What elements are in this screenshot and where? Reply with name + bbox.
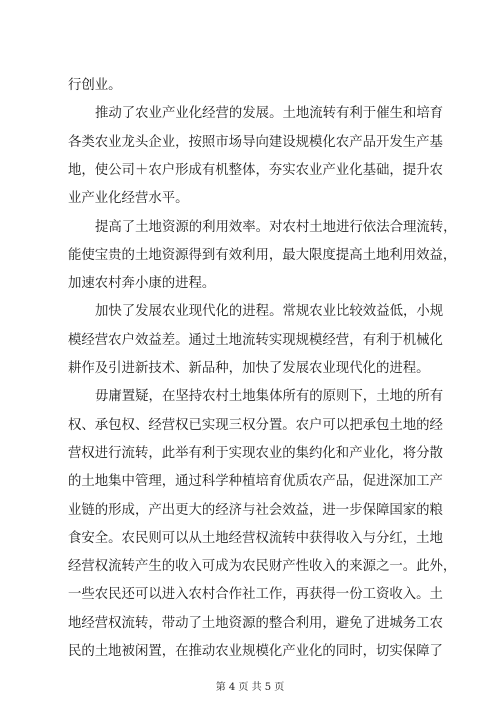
line-text: 食安全。农民则可以从土地经营权流转中获得收入与分红，土地: [68, 530, 443, 546]
page-footer: 第 4 页 共 5 页: [215, 682, 285, 693]
line-text: 提高了土地资源的利用效率。对农村土地进行依法合理流转，: [95, 219, 457, 235]
text-line: [0, 523, 500, 555]
text-line: [0, 381, 500, 413]
text-line: [0, 636, 500, 668]
text-line: [0, 155, 500, 187]
text-line: [0, 325, 500, 357]
line-text: 能使宝贵的土地资源得到有效利用，最大限度提高土地利用效益，: [68, 247, 457, 263]
text-line: [0, 410, 500, 442]
text-line: [0, 127, 500, 159]
text-line: [0, 212, 500, 244]
line-text: 加快了发展农业现代化的进程。常规农业比较效益低，小规: [95, 304, 444, 320]
line-text: 营权进行流转，此举有利于实现农业的集约化和产业化，将分散: [68, 445, 443, 461]
line-text: 各类农业龙头企业，按照市场导向建设规模化农产品开发生产基: [68, 134, 443, 150]
line-text: 毋庸置疑，在坚持农村土地集体所有的原则下，土地的所有: [95, 389, 444, 405]
line-text: 业链的形成，产出更大的经济与社会效益，进一步保障国家的粮: [68, 502, 443, 518]
text-line: [0, 608, 500, 640]
text-line: [0, 240, 500, 272]
line-text: 模经营农户效益差。通过土地流转实现规模经营，有利于机械化: [68, 332, 443, 348]
text-line: [0, 183, 500, 215]
line-text: 权、承包权、经营权已实现三权分置。农户可以把承包土地的经: [68, 417, 443, 433]
line-text: 推动了农业产业化经营的发展。土地流转有利于催生和培育: [95, 106, 444, 122]
text-line: [0, 70, 500, 102]
text-line: [0, 579, 500, 611]
line-text: 加速农村奔小康的进程。: [68, 276, 216, 292]
line-text: 的土地集中管理，通过科学种植培育优质农产品，促进深加工产: [68, 474, 443, 490]
text-line: [0, 438, 500, 470]
line-text: 地经营权流转，带动了土地资源的整合利用，避免了进城务工农: [68, 615, 443, 631]
line-text: 一些农民还可以进入农村合作社工作，再获得一份工资收入。土: [68, 587, 443, 603]
text-line: [0, 98, 500, 130]
line-text: 经营权流转产生的收入可成为农民财产性收入的来源之一。此外，: [68, 559, 457, 575]
line-text: 耕作及引进新技术、新品种，加快了发展农业现代化的进程。: [68, 361, 430, 376]
line-text: 行创业。: [68, 78, 122, 93]
line-text: 地，使公司＋农户形成有机整体，夯实农业产业化基础，提升农: [68, 162, 443, 178]
text-line: [0, 551, 500, 583]
text-line: [0, 268, 500, 300]
text-line: [0, 466, 500, 498]
line-text: 业产业化经营水平。: [68, 191, 189, 207]
line-text: 民的土地被闲置，在推动农业规模化产业化的同时，切实保障了: [68, 644, 443, 659]
text-line: [0, 495, 500, 527]
text-line: [0, 353, 500, 385]
text-line: [0, 296, 500, 328]
